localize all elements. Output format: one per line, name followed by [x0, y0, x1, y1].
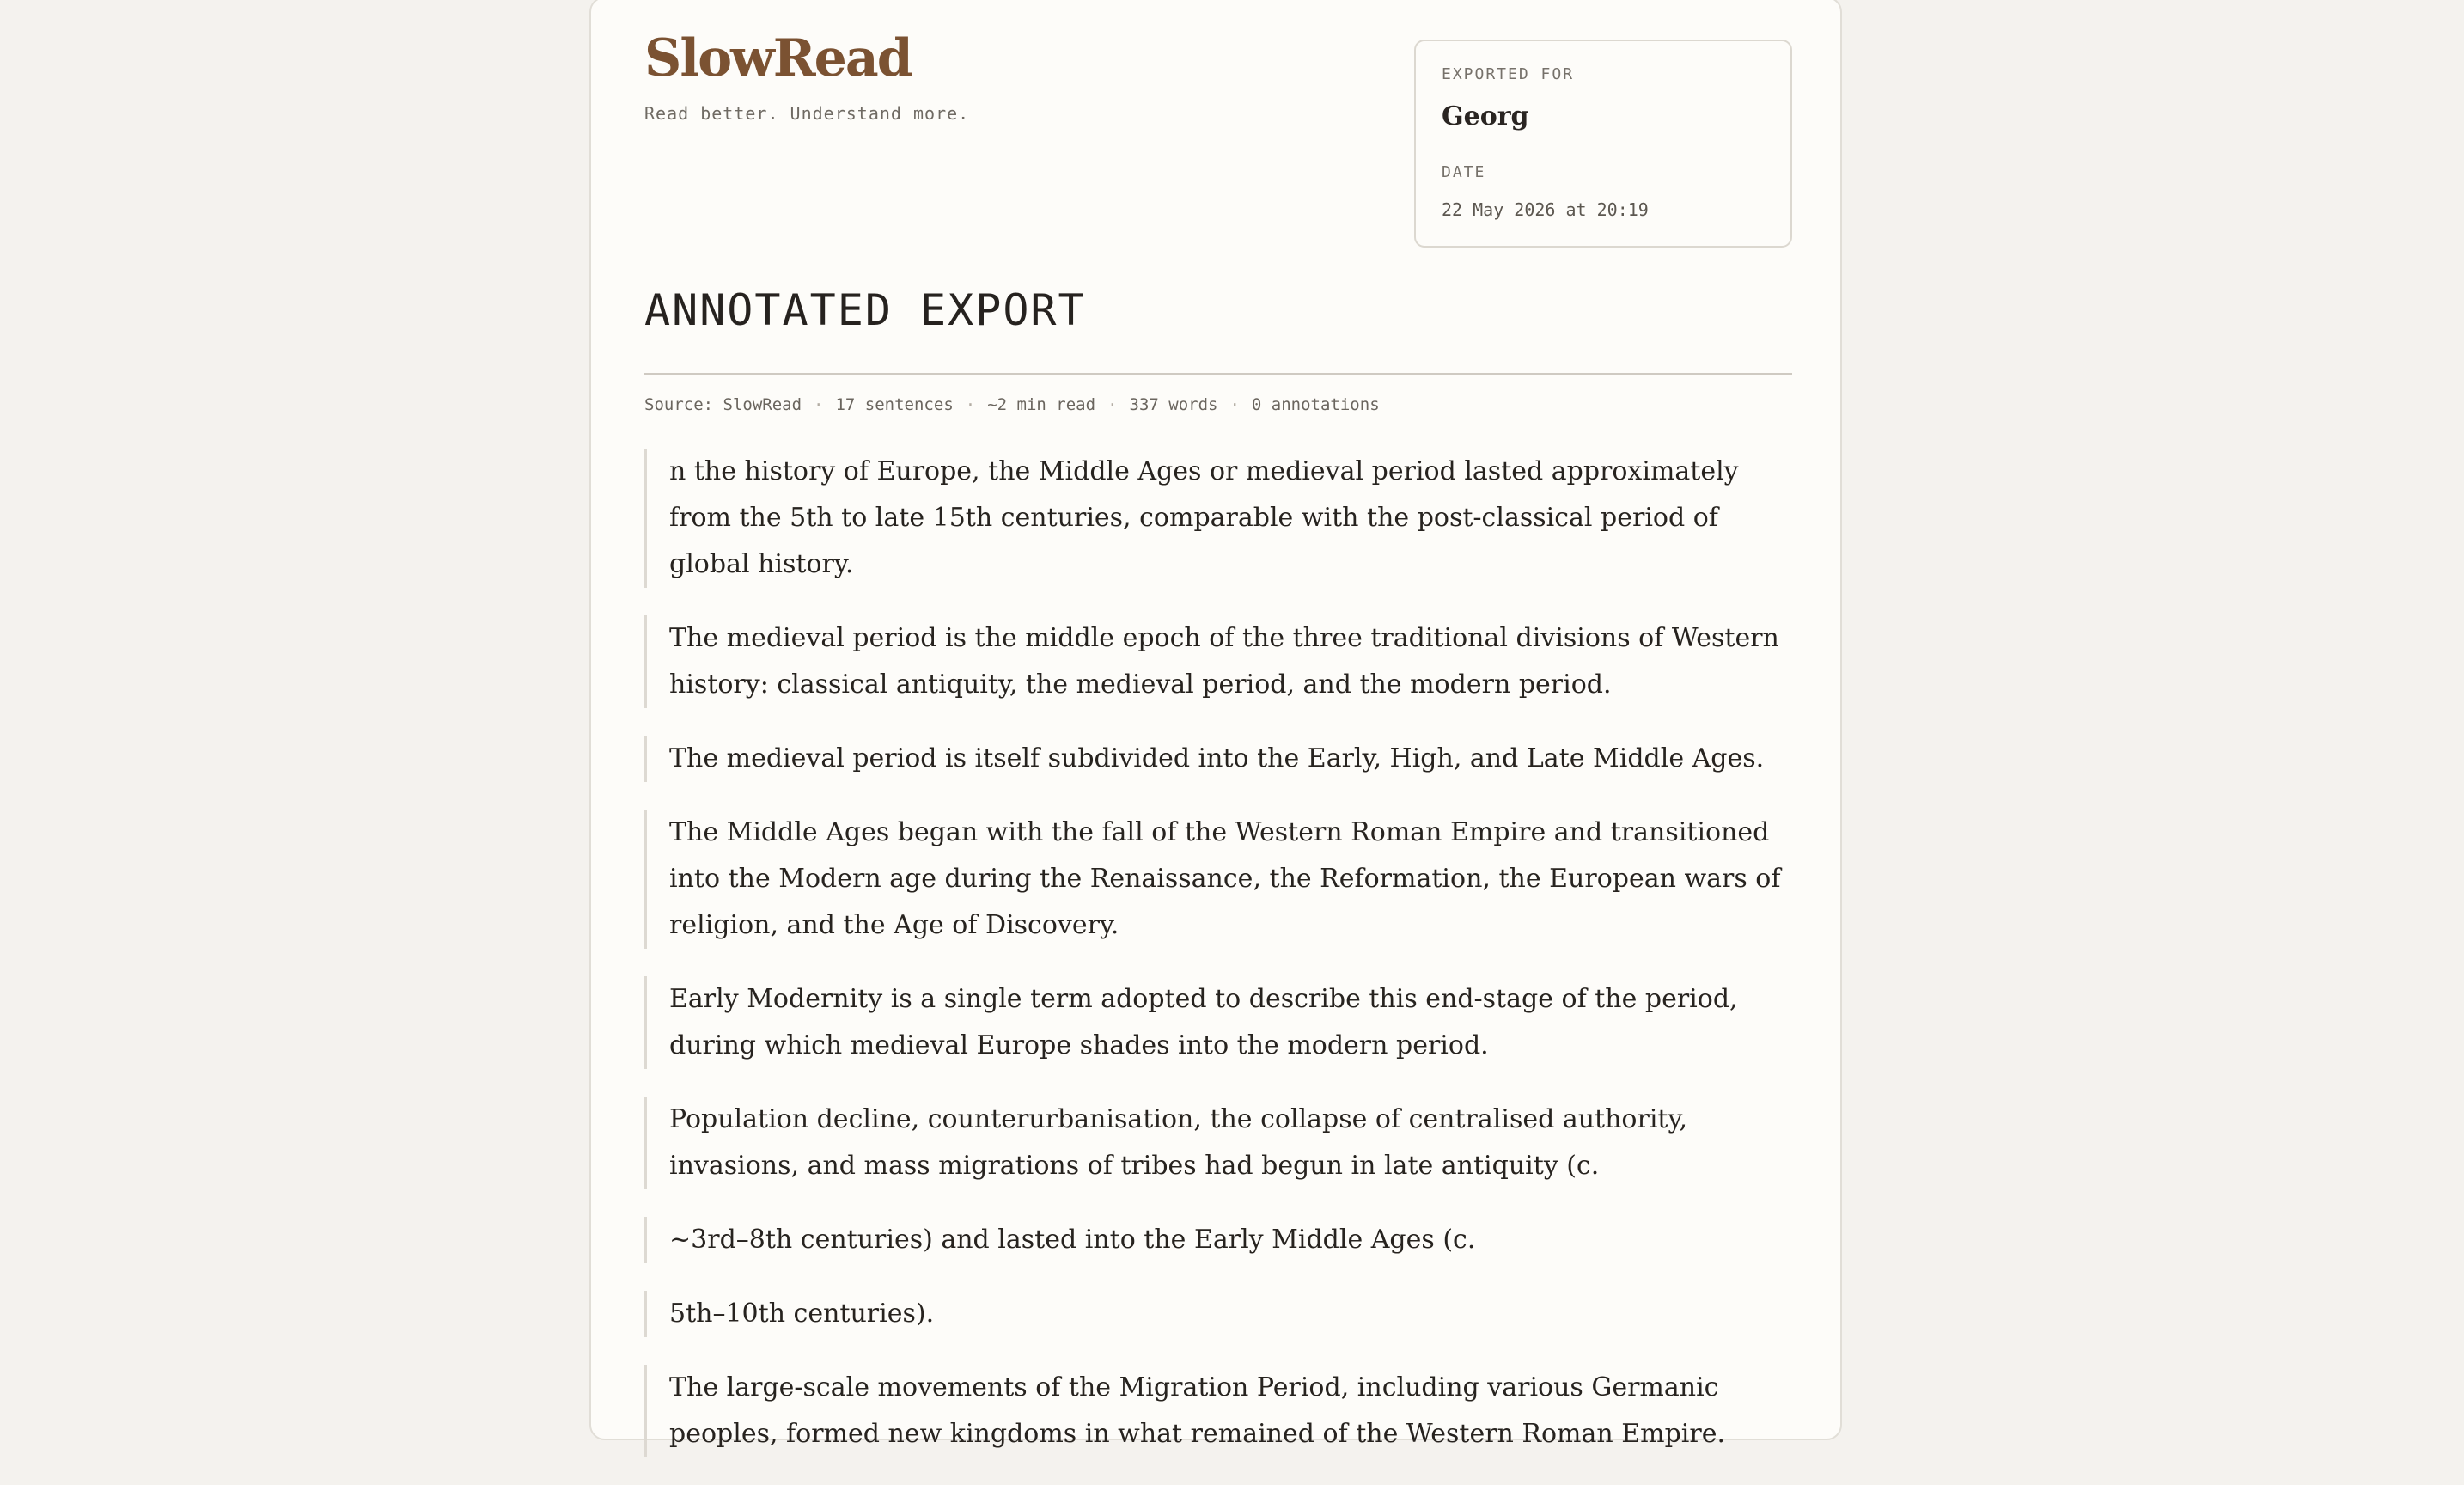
sentence-block[interactable]: Population decline, counterurbanisation, the collapse of centralised authority, invasions, and mass migrations of tribes had begun in late antiquity (c.	[644, 1097, 1792, 1189]
export-info-card	[1414, 40, 1792, 248]
sentence-block[interactable]: Early Modernity is a single term adopted to describe this end-stage of the period, during which medieval Europe shades into the modern period.	[644, 976, 1792, 1069]
meta-read-time: ~2 min read	[987, 395, 1096, 414]
meta-sentence-count: 17 sentences	[835, 395, 954, 414]
meta-separator: ·	[1229, 395, 1240, 414]
sentence-block[interactable]: The large-scale movements of the Migration Period, including various Germanic peoples, formed new kingdoms in what remained of the Western Roman Empire.	[644, 1365, 1792, 1458]
meta-word-count: 337 words	[1129, 395, 1218, 414]
sentence-block[interactable]: 5th–10th centuries).	[644, 1291, 1792, 1337]
date-label: DATE	[1442, 163, 1486, 181]
meta-source: Source: SlowRead	[644, 395, 802, 414]
meta-separator: ·	[814, 395, 824, 414]
title-divider	[644, 373, 1792, 375]
exported-for-label: EXPORTED FOR	[1442, 65, 1575, 83]
brand-tagline: Read better. Understand more.	[644, 103, 970, 124]
export-page	[589, 0, 1842, 1449]
brand-logo: SlowRead	[644, 28, 912, 89]
meta-annotation-count: 0 annotations	[1251, 395, 1380, 414]
sentence-block[interactable]: n the history of Europe, the Middle Ages or medieval period lasted approximately from the 5th to late 15th centuries, comparable with the post-classical period of global history.	[644, 449, 1792, 588]
sentence-block[interactable]: ~3rd–8th centuries) and lasted into the Early Middle Ages (c.	[644, 1217, 1792, 1263]
document-meta	[644, 395, 1380, 414]
meta-separator: ·	[965, 395, 976, 414]
sentence-block[interactable]: The Middle Ages began with the fall of the Western Roman Empire and transitioned into the Modern age during the Renaissance, the Reformation, the European wars of religion, and the Age of Discovery.	[644, 810, 1792, 949]
exported-for-name: Georg	[1442, 101, 1529, 131]
sentence-list	[644, 449, 1792, 1485]
document-title: ANNOTATED EXPORT	[644, 285, 1086, 335]
sentence-block[interactable]: The medieval period is the middle epoch of the three traditional divisions of Western history: classical antiquity, the medieval period, and the modern period.	[644, 615, 1792, 708]
meta-separator: ·	[1107, 395, 1118, 414]
export-date: 22 May 2026 at 20:19	[1442, 199, 1649, 220]
sentence-block[interactable]: The medieval period is itself subdivided into the Early, High, and Late Middle Ages.	[644, 736, 1792, 782]
